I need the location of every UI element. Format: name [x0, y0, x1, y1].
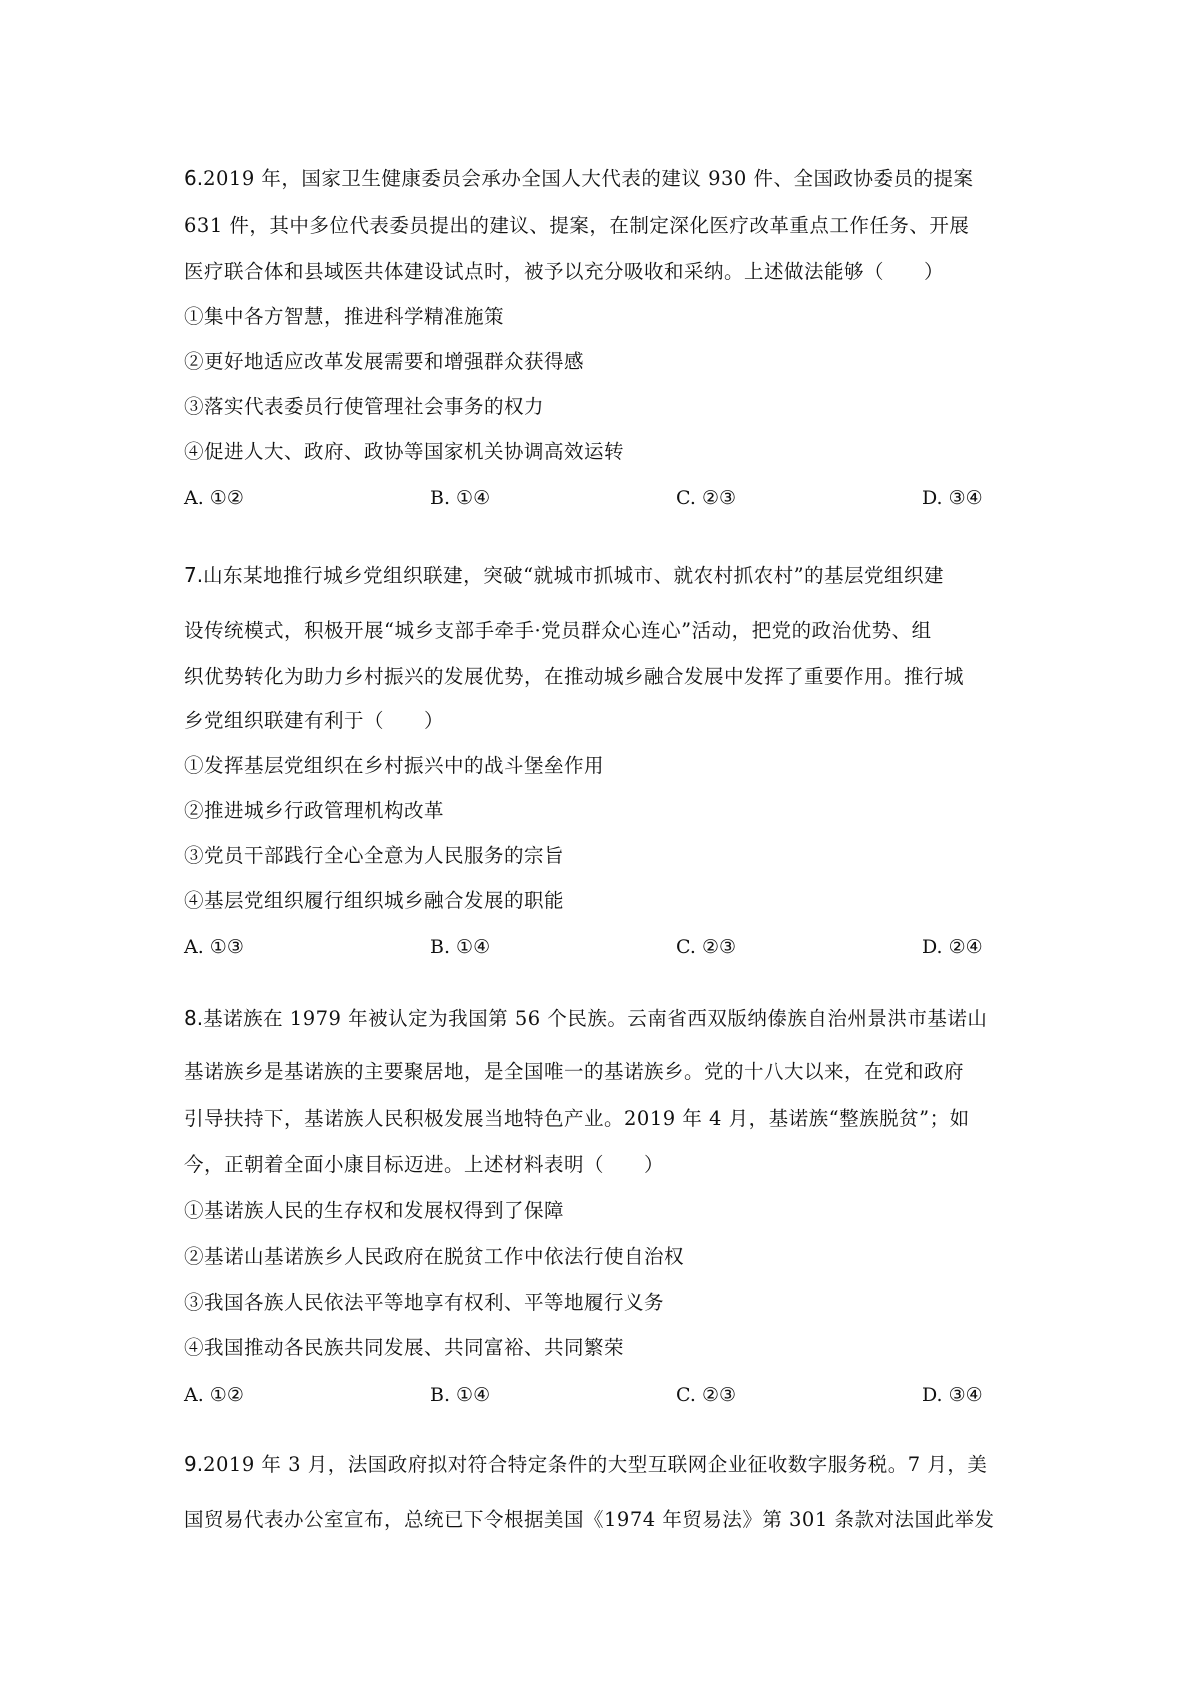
question-8-statement-2: ②基诺山基诺族乡人民政府在脱贫工作中依法行使自治权 — [184, 1245, 685, 1268]
question-6-stem-line-1: 6.2019 年，国家卫生健康委员会承办全国人大代表的建议 930 件、全国政协委员的提案 — [184, 166, 974, 190]
question-6-option-c[interactable]: C. ②③ — [676, 487, 737, 509]
question-9-stem-line-2: 国贸易代表办公室宣布，总统已下令根据美国《1974 年贸易法》第 301 条款对法国此举发 — [184, 1508, 995, 1531]
question-6-option-a[interactable]: A. ①② — [184, 487, 244, 509]
question-8-option-d[interactable]: D. ③④ — [922, 1384, 983, 1406]
question-9-number: 9. — [184, 1452, 204, 1476]
question-7-statement-4: ④基层党组织履行组织城乡融合发展的职能 — [184, 889, 565, 912]
question-7-stem-line-2: 设传统模式，积极开展“城乡支部手牵手·党员群众心连心”活动，把党的政治优势、组 — [184, 619, 932, 642]
question-8-option-c[interactable]: C. ②③ — [676, 1384, 737, 1406]
question-7-statement-2: ②推进城乡行政管理机构改革 — [184, 799, 445, 822]
question-7-stem-line-4: 乡党组织联建有利于（ ） — [184, 709, 445, 732]
question-6-option-d[interactable]: D. ③④ — [922, 487, 983, 509]
question-7-stem-line-1: 7.山东某地推行城乡党组织联建，突破“就城市抓城市、就农村抓农村”的基层党组织建 — [184, 563, 945, 587]
question-8-statement-3: ③我国各族人民依法平等地享有权利、平等地履行义务 — [184, 1291, 665, 1314]
question-6-stem-line-3: 医疗联合体和县域医共体建设试点时，被予以充分吸收和采纳。上述做法能够（ ） — [184, 260, 945, 283]
question-6-statement-2: ②更好地适应改革发展需要和增强群众获得感 — [184, 350, 585, 373]
question-8-stem-line-3: 引导扶持下，基诺族人民积极发展当地特色产业。2019 年 4 月，基诺族“整族脱贫”；如 — [184, 1107, 970, 1130]
question-8-statement-4: ④我国推动各民族共同发展、共同富裕、共同繁荣 — [184, 1336, 625, 1359]
question-8-stem-line-1: 8.基诺族在 1979 年被认定为我国第 56 个民族。云南省西双版纳傣族自治州景洪市基诺山 — [184, 1006, 988, 1030]
question-6-stem-line-2: 631 件，其中多位代表委员提出的建议、提案，在制定深化医疗改革重点工作任务、开展 — [184, 214, 970, 237]
question-7-stem-line-3: 织优势转化为助力乡村振兴的发展优势，在推动城乡融合发展中发挥了重要作用。推行城 — [184, 665, 965, 688]
question-8-number: 8. — [184, 1006, 204, 1030]
question-7-option-b[interactable]: B. ①④ — [430, 936, 491, 958]
question-6-statement-3: ③落实代表委员行使管理社会事务的权力 — [184, 395, 545, 418]
question-8-stem-line-2: 基诺族乡是基诺族的主要聚居地，是全国唯一的基诺族乡。党的十八大以来，在党和政府 — [184, 1060, 965, 1083]
question-7-option-d[interactable]: D. ②④ — [922, 936, 983, 958]
question-7-statement-3: ③党员干部践行全心全意为人民服务的宗旨 — [184, 844, 565, 867]
question-8-stem-line-4: 今，正朝着全面小康目标迈进。上述材料表明（ ） — [184, 1153, 665, 1176]
question-8-option-b[interactable]: B. ①④ — [430, 1384, 491, 1406]
question-7-number: 7. — [184, 563, 204, 587]
question-7-statement-1: ①发挥基层党组织在乡村振兴中的战斗堡垒作用 — [184, 754, 605, 777]
question-7-option-c[interactable]: C. ②③ — [676, 936, 737, 958]
question-7-option-a[interactable]: A. ①③ — [184, 936, 244, 958]
question-6-number: 6. — [184, 166, 204, 190]
question-6-statement-1: ①集中各方智慧，推进科学精准施策 — [184, 305, 505, 328]
question-8-option-a[interactable]: A. ①② — [184, 1384, 244, 1406]
question-6-option-b[interactable]: B. ①④ — [430, 487, 491, 509]
question-6-statement-4: ④促进人大、政府、政协等国家机关协调高效运转 — [184, 440, 625, 463]
question-9-stem-line-1: 9.2019 年 3 月，法国政府拟对符合特定条件的大型互联网企业征收数字服务税。7 月，美 — [184, 1452, 988, 1476]
question-8-statement-1: ①基诺族人民的生存权和发展权得到了保障 — [184, 1199, 565, 1222]
